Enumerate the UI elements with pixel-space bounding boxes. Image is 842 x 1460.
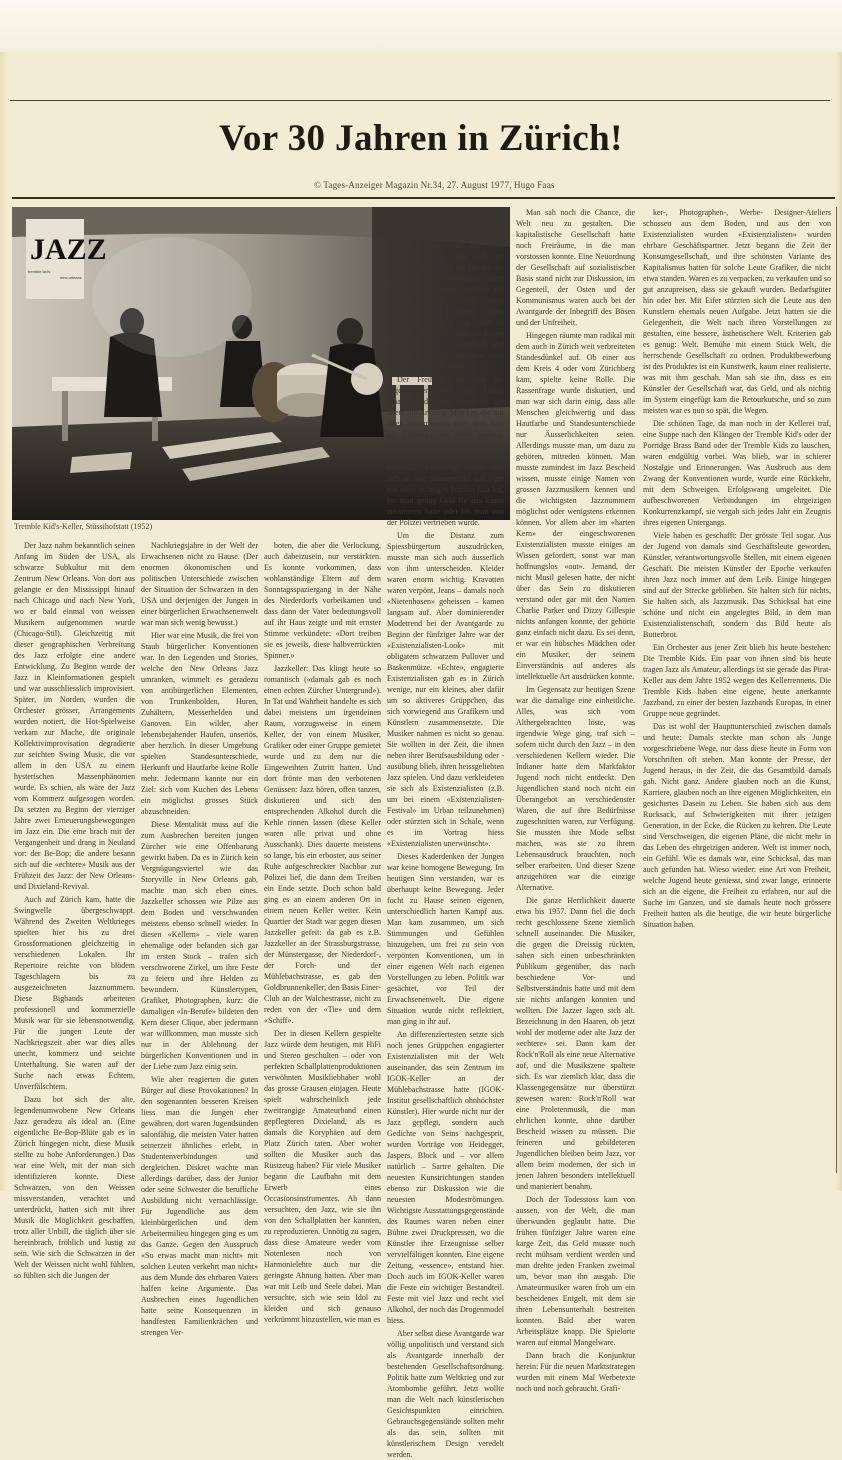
paragraph: Hier war eine Musik, die frei von Staub bürgerlicher Konventionen war. In den Legenden und Stories, welche den New Orleans Jazz umranken, wimmelt es geradezu von antibürgerlichen Elementen, von Trunkenbolden, Huren, Zuhältern, Messerhelden und Ganoven. Ein wilder, aber lebensbejahender Haufen, unseriös, aber herzlich. In dieser Umgebung spielten Standesunterschiede, Herkunft und Hautfarbe keine Rolle mehr. Jedermann kannte nur ein Ziel: sich vom Kuchen des Lebens ein möglichst grosses Stück abzuschneiden. <box>141 631 258 816</box>
right-column-rule <box>836 207 837 1173</box>
paragraph: Dieses Kaderdenken der Jungen war keine homogene Bewegung. Im heutigen Sinn verstanden, war es überhaupt keine Bewegung. Jeder focht zu Hause seinen eigenen, unterschiedlich harten Kampf aus. Man kam zusammen, um sich Stimmungen und Gefühlen hinzugeben, um frei zu sein von verpönten Konventionen, um in einer eigenen Welt nach eigenen Vorstellungen zu leben. Politik war gesächtet, vor Teil der Erwachsenenwelt. Die eigene Situation wurde nicht reflektiert, man ging in ihr auf. <box>387 852 504 1026</box>
paragraph: Der in diesen Kellern gespielte Jazz würde dem heutigen, mit HiFi und Stereo geschulten – oder von perfekten Schallplattenproduktionen verwöhnten Musikliebhaber wohl das grosse Grausen einjagen. Heute spielt wahrscheinlich jede zweitrangige Amateurband einen gepflegteren Dixieland, als es damals die Koryphäen auf dem Platz Zürich taten. Aber woher sollten die Musiker auch das Rüstzeug haben? Für viele Musiker begann die Laufbahn mit dem Erwerb eines Occasionsinstrumentes. Ab dann versuchten, den Jazz, wie sie ihn von den Schallplatten her kannten, zu reproduzieren. Unnötig zu sagen, dass diese Amateure weder vom Notenlesen noch von Harmonielehre auch nur die geringste Ahnung hatten. Aber man war mit Leib und Seele dabei. Man versuchte, sich wie sein Idol zu kleiden und sich genauso verkrümmt hinzustellen, wie man es <box>264 1029 381 1324</box>
poster-small-left: tremble kid's <box>28 269 51 274</box>
article-column-4 <box>387 207 504 1459</box>
paragraph: Die schönen Tage, da man noch in der Kellerei traf, eine Suppe nach den Klängen der Tremble Kid's oder der Porridge Brass Band oder der Tremble Kids zu lauschen, waren endgültig vorbei. Was blieb, war in schierer Nostalgie und Erinnerungen. Was Ausbruch aus dem Zwang der Konventionen wurde, wurde eine Rückkehr, mit dem Schweigen. Erfolgswang umgeleitet. Die aufbeschworenen Verbindungen im ehrgeizigen Konkurrenzkampf, sie vergab sich jedes Jahr ein Zeugnis ihres eigenen Untergangs. <box>643 419 831 527</box>
paragraph: Dann brach die Konjunktur herein: Für die neuen Marktstrategen wurden mit einem Mal Werbetexte noch und noch gebraucht. Grafi- <box>516 1351 635 1393</box>
paragraph: Wie aber reagierten die guten Bürger auf diese Provokationen? In den sogenannten besseren Kreisen liess man die Jungen eher gewähren, dort waren Jugendsünden salonfähig, die meisten Vater hatten seinerzeit ähnliches erlebt, in Studentenverbindungen und dergleichen. Diskret wachte man allerdings darüber, dass der Junior oder seine Schwester die berufliche Ausbildung nicht vernachlässige. Für Jugendliche aus dem kleinbürgerlichen und dem Arbeitermilieu hingegen ging es um das Ganze. Gegen den Ausspruch «So etwas macht man nicht» mit solchen Leuten verkehrt man nicht» aus dem Munde des ehrbaren Vaters halfen keine Argumente. Das Ausbrechen eines Jugendlichen hatte seine Konsequenzen in handfesten Familienkrächen und strengen Ver- <box>141 1075 258 1337</box>
paragraph: Der Freiheitsdrang trieb die Jugendlichen auch aus Zürich hinaus. Und wieder waren es vor allem die Amateur-Musiker, die mit ihren Instrumenten unter dem Arm per Autostopp das Weite suchten. Die mutigsten unter ihnen brachten es bis nach Hamburg, Paris oder Marseille. Unterwegs stellte man sich an eine Strassenecke und legte mit einer tüchtigen Portion Jazz los, bis man genug Geld für das Essen zusammen hatte oder bis man von der Polizei vertrieben wurde. <box>387 375 504 527</box>
article-column-6 <box>643 207 831 1174</box>
photo-caption: Tremble Kid's-Keller, Stüssihofstatt (1952) <box>14 522 153 531</box>
poster-jazz-text: JAZZ <box>30 233 107 266</box>
article-column-5 <box>516 207 635 1393</box>
paragraph: Ein Orchester aus jener Zeit blieb bis heute bestehen: Die Tremble Kids. Ein paar von ihnen sind bis heute tragen Jazz als Amateur, allerdings ist sie gerade das Pirat-Keller aus dem Jahre 1952 wegen des Kellerrennens. Die Tremble Kids haben eine eigene, heute anerkannte Jazzband, zu einer der besten Jazzbands Europas, in einer Gruppe neue gegründet. <box>643 643 831 718</box>
paragraph: Doch der Todesstoss kam von aussen, von der Welt, die man überwunden geglaubt hatte. Die frühen fünfziger Jahre waren eine karge Zeit, das Geld musste noch recht mühsam verdient werden und man drehte jeden Franken zweimal um, bevor man ihn ausgab. Die Amateurmusiker waren froh um ein bescheidenes Entgelt, mit dem sie ihren Lebensunterhalt bestreiten konnten. Bald aber waren Arbeitsplätze knapp. Die Spielorte waren auf einmal Mangelware. <box>516 1195 635 1347</box>
paragraph: Diese Mentalität muss auf die zum Ausbrechen bereiten jungen Zürcher wie eine Offenbarung gewirkt haben. Da es in Zürich kein Vergnügungsviertel wie das Storyville in New Orleans gab, machte man sich eben eines. Jazzkeller schossen wie Pilze aus dem Boden und verschwanden meistens ebenso schnell wieder. In diesen «Kellern» – viele waren ehemalige oder befanden sich gar im ersten Stock – trafen sich verschworene Zirkel, um ihre Feste zu feiern und ihre Helden zu bewundern. Künstlertypen, Grafiker, Photographen, kurz: die damaligen «In-Berufe» bildeten den Kern dieser Clique, aber jedermann war willkommen, man musste sich nur in der Ablehnung der bürgerlichen Konventionen und in der Liebe zum Jazz einig sein. <box>141 820 258 1071</box>
paragraph: Viele haben es geschafft: Der grösste Teil sogar. Aus der Jugend von damals sind Geschäftsleute geworden, Künstler, verantwortungsvolle Stellen, mit einem eigenen Geschäft. Die meisten Künstler der Epoche verkaufen ihren Jazz noch immer auf dem Leib. Einige hingegen sind auf der Strecke geblieben. Sie halten sich für nichts, Sie halten sich, als Jazzmusik. Das Schicksal hat eine schöne und nicht ein angelegtes Bild, in dem man Existenzialistenschaft, sondern das Bild heute als Butterbrot. <box>643 531 831 639</box>
article-source: © Tages-Anzeiger Magazin Nr.34, 27. August 1977, Hugo Faas <box>314 180 555 190</box>
paragraph: Nachkriegsjahre in der Welt der Erwachsenen nicht zu Hause. (Der enormen ökonomischen und politischen Unterschiede zwischen der Situation der Schwarzen in den USA und derjenigen der Jungen in einer bürgerlichen Erwachsenenwelt war man sich wenig bewusst.) <box>141 541 258 627</box>
source-rule <box>12 197 835 199</box>
article-title: Vor 30 Jahren in Zürich! <box>219 118 623 159</box>
article-column-3 <box>264 540 381 1324</box>
paragraph: Die ganze Herrlichkeit dauerte etwa bis 1957. Dann fiel die doch recht geschlossene Szene ziemlich schnell auseinander. Die Musiker, die gegen die Dreissig rückten, sahen sich einen unbeschränkten Publikum gegenüber, das nach beschiedene Vor- und Selbstverständnis hatte und mit dem sie nichts anfangen konnten und wollten. Die Jazzer lagen sich alt. Bezeichnung in den Haaren, ob jetzt wohl der moderne oder alte Jazz der «echtere» sei. Dann kam der Rock'n'Roll als eine neue Alternative auf, und die Musikszene spaltete sich. Es war ziemlich klar, dass die Klassengegensätze nur überstürzt gewesen waren: Rock'n'Roll war eine Proletenmusik, die man ehrlichen konnte, ohne darüber Bescheid wissen zu müssen. Die feineren und gebildeteren Jugendlichen bleiben beim Jazz, vor allem beim modernen, der sich in jenen Jahren besonders intellektuell und manieriert benahm. <box>516 896 635 1191</box>
paragraph: Im Gegensatz zur heutigen Szene war die damalige eine einheitliche. Alles, was sich vom Althergebrachten löste, was irgendwie Wege ging, traf sich – sofern nicht durch den Jazz – in den verschiedenen Kellern wieder. Die Indianer hatte dem Markfaktor Jugend noch nicht entdeckt. Den Jugendlichen stand noch nicht ein Überangebot an verschiedenster Waren, die auf ihre Bedürfnisse zugeschnitten waren, zur Verfügung. Sie mussten ihre Mode selbst machen, was sie zu ihrem Lebensausdruck brauchten, noch selber erarbeiten. Und dieser Szene anzugehören war die einzige Alternative. <box>516 685 635 892</box>
paragraph: Dazu bot sich der alte, legendenumwobene New Orleans Jazz geradezu als ideal an. (Eine eigentliche Be-Bop-Blüte gab es in Zürich hingegen nicht, diese Musik stellte zu hohe Anforderungen.) Das war eine Welt, mit der man sich identifizieren konnte. Diese Schwarzen, von den Weissen missverstanden, verachtet und unterdrückt, hatten sich mit ihrer Musik die Möglichkeit geschaffen, trotz aller Unbill, die täglich über sie hereinbrach, fröhlich und lustig zu sein. Wie sich die Schwarzen in der Welt der Weissen nicht wohl fühlten, so fühlten sich die Jungen der <box>14 1095 135 1280</box>
paragraph: Um die Distanz zum Spiessbürgertum auszudrücken, musste man sich auch äusserlich von ihm unterscheiden. Kleider waren enorm wichtig. Kravatten waren verpönt, Jeans – damals noch «Nietenhosen» geheissen – kamen langsam auf. Aber dominierender Modetrend bei der Avantgarde zu Beginn der fünfziger Jahre war der «Existenzialisten-Look» mit obligatem schwarzem Pullover und Baskenmütze. «Echte», engagierte Existenzialisten gab es in Zürich wenige, nur ein kleines, aber dafür um so aktiveres Grüppchen, das sich vorwiegend aus Grafikern und Künstlern zusammensetzte. Die Musiker nahmen es nicht so genau. Sie wollten in der Zeit, die ihnen neben ihrer Berufsausbildung oder -ausübung blieb, ihren heissgeliebten Jazz spielen. Und dazu verkleideten sie sich als Existenzialisten (z.B. um bei einem «Existenzialisten-Festival» im Urban teilzunehmen) oder stürzten sich in Schale, wenn es im Vortrag hiess «Existenzialisten unerwünscht». <box>387 531 504 848</box>
paragraph: Der Jazz nahm bekanntlich seinen Anfang im Süden der USA, als schwarze Subkultur mit dem Zentrum New Orleans. Von dort aus gelangte er den Mississippi hinauf nach Chicago und nach New York, wo er bald einmal von weissen Musikern aufgenommen wurde (Chicago-Stil). Gleichzeitig mit dieser geographischen Verbreitung des Jazz erfolgte eine andere Entwicklung. Zu Beginn wurde der Jazz in Kleinformationen gespielt und war ausschliesslich improvisiert. Später, im Norden, wurden die Orchester grösser, Arrangements wurden notiert, die Hot-Spielweise verkam zur Mache, die originale Kollektivimprovisation degradierte zur seichten Swing Music, die vor allem in den USA zu einem hysterischen Massenphänomen wurde. Es schien, als wäre der Jazz vom Kommerz aufgesogen worden. Da setzten zu Beginn der vierziger Jahre zwei Erneuerungsbewegungen im Jazz ein. Die eine brach mit der Vergangenheit und drang in Neuland vor: der Be-Bop; die andere besann sich auf die «echtere» Musik aus der Frühzeit des Jazz: der New Orleans- und Dixieland-Revival. <box>14 541 135 891</box>
paragraph: ker-, Photographen-, Werbe- Designer-Ateliers schossen aus dem Boden, und aus den von Existenzialisten wurden «Existenzialisten» wurden ehrbare Geschäftspartner. Jetzt begann die Zeit der Konsumgesellschaft, und ihre schönsten Variante des Kapitalismus hatten für solche Leute Grafiker, die nicht etwa standen. Waren es zu verpacken, zu verkaufen und so gut anzupreisen, dass sie gekauft wurden. Bedarfsgüter hin oder her. Mit Eifer stürzten sich die Leute aus den Kunstlern ehemals neuen Aufgabe. Jetzt hatten sie die Gelegenheit, die Welt nach ihren Vorstellungen zu gestalten, eine bessere, ästhetischere Welt. Kriterien gab es genug: Welt. Bemühe mit einem Stück Welt, die herrschende Gesellschaft zu ordnen. Produktbewerbung ist des Produktes ist ein Kunstwerk, kaum einer realisierte, was mit ihm geschah. Man sah sie ihn, dass es ein Künstler der Gesellschaft war, das Geld, und als nichtig im System eingefügt kam die Retourkutsche, und so zum meisten war es nun so spät, die Wegen. <box>643 208 831 415</box>
article-column-1 <box>14 540 135 1280</box>
paragraph: boten, die aber die Verlockung, auch dabeizusein, nur verstärkten. Es konnte vorkommen, dass wohlanständige Eltern auf dem Sonntagsspaziergang in der Nähe des Niederdorfs vorbeikamen und dass dann der Vater bedeutungsvoll auf ihr Haus zeigte und mit ernster Stimme verkündete: «Dort treiben sie es jeweils, diese halbverrückten Spinner.» <box>264 541 381 660</box>
paragraph: Man sah noch die Chance, die Welt neu zu gestalten. Die kapitalistische Gesellschaft hatte noch Freiräume, in die man vorstossen konnte. Eine Neuordnung der Gesellschaft auf sozialistischer Basis stand nicht zur Diskussion, im Gegenteil, der Osten und der Kommunismus waren auch bei der Avantgarde der Inbegriff des Bösen und der Unfreiheit. <box>516 208 635 327</box>
top-rule <box>10 100 830 101</box>
paragraph: Das ist wohl der Haupttunterschied zwischen damals und heute: Damals steckte man schon als Junge vorgeschriebene Wege, nur dass diese heute in Form von Vorschriften oft stehen. Man konnte der Presse, der Jugend heraus, in der Zeit, die das Gesamtbild damals gab. Nicht ganz. Andere glauben noch an die Kunst, Karriere, glauben noch an ihre eigenen Möglichkeiten, ein gesichertes Dasein zu Leben. Sie haben sich aus dem Rucksack, auf Schwierigkeiten mit ihrer jetzigen Generation, in der Ecke, die Rücken zu kehren. Die Leute sind Verschweigen, die eigenen Pläne, die nicht mehr in das Leben des ehrgeizigen anderen. Welt ist immer noch, ein Gefühl. Wie es damals war, eine Schicksal, das man auch gefunden hat. Wieso wieder: eine Art von Freiheit, welche Jugend heute geniesst, sind zwar lange, erinnerte sich an die eigene, die Freiheit zu erfahren, nur auf die Suche im Ganzen, und sie damals heute noch grössere Freiheit hatten als die heutige, die wir heute bürgerliche Situation haben. <box>643 722 831 929</box>
paragraph: Jazzkeller: Das klingt heute so romantisch («damals gab es noch einen echten Zürcher Untergrund»). In Tat und Wahrheit handelte es sich dabei meistens um irgendeinen Raum, vorzugsweise in einem Keller, der von einem Musiker, Grafiker oder einer Gruppe gemietet wurde und zu dem nur die Eingeweihten Zutritt hatten. Und dort frönte man den verbotenen Genüssen: Jazz hören, offen tanzen, diskutieren und sich den entsprechenden Alkohol durch die Kehle rinnen lassen (diese Keller waren alle privat und ohne Ausschank). Dies dauerte meistens so lange, bis ein erboster, aus seiner Ruhe aufgeschreckter Nachbar zur Polizei lief, die dann dem Treiben ein Ende setzte. Doch schon bald ging es an einem anderen Ort in einem neuen Keller weiter. Kein Quartier der Stadt war gegen diesen Jazzkeller gefeit: da gab es z.B. Jazzkeller an der Strassburgstrasse, der Münstergasse, der Niederdorf-, der Forch- und der Mühlebachstrasse, es gab den Goldbrunnenkeller, den Basis Einer-Club an der Walchestrasse, nicht zu reden von der «Tie» und dem «Schiff». <box>264 664 381 1025</box>
paragraph: Aber selbst diese Avantgarde war völlig unpolitisch und verstand sich als Avantgarde innerhalb der bestehenden Gesellschaftsordnung. Politik hatte zum Weltkrieg und zur Atombombe geführt. Jetzt wollte man die Welt nach künstlerischen Gesichtspunkten einrichten. Gebrauchsgegenstände sollten mehr als das sein, sollten mit künstlerischem Design veredelt werden. <box>387 1329 504 1459</box>
scan-edge-left <box>0 0 7 1191</box>
article-column-2 <box>141 540 258 1337</box>
paragraph: An differenziertesten setzte sich noch jenes Grüppchen engagierter Existenzialisten mit der Welt auseinander, das sein Zentrum im IGOK-Keller an der Mühlebachstrasse hatte (IGOK-Institut gesellschaftlich ohnhöchster Künstler). Hier wurde nicht nur der Jazz gepflegt, sondern auch Gedichte von Seins nachgesprit, wurden Vorträge von Heidegger, Jaspers, Block und – vor allem natürlich – Sartre gehalten. Die neuesten Kunstrichtungen standen ebenso zur Diskussion wie die neuesten Modeströmungen. Wichtigste Ausstattungsgegenstände des Raumes waren neben einer Bühne zwei Druckpressen, wo die Künstler ihre Erzeugnisse selber vervielfältigen konnten. Eine eigene Zeitung, «essence», entstand hier. Doch auch im IGOK-Keller waren die Feste ein wichtiger Bestandteil. Feste mit viel Jazz und recht viel Alkohol, der noch das Drogenmodel hiess. <box>387 1030 504 1325</box>
paragraph: Hingegen räumte man radikal mit dem auch in Zürich weit verbreiteten Standesdünkel auf. Ob einer aus dem Kreis 4 oder vom Zürichberg kam, spielte keine Rolle. Die Rassenfrage wurde diskutiert, und man war sich darin einig, dass alle Menschen gleichwertig und dass Hautfarbe und Standesunterschiede nur Äusserlichkeiten seien. Allerdings musste man, um dazu zu gehören, mitreden können. Man musste zumindest im Jazz Bescheid wissen, musste einige Namen von grossen Jazzmusikern kennen und die wichtigsten Jazznummern möglichst oder wenigstens erkennen können. Vor allem aber im «harten Kern» der eingeschworenen Existenzialisten musste einiges an Wissen gefordert, sonst war man hoffnungslos «out». Jemand, der nicht Musil gelesen hatte, der nicht über das Sein zu diskutieren verstand oder gar mit den Namen Charlie Parker und Dizzy Gillespie nichts anfangen konnte, der gehörte ganz einfach nicht dazu. Es sei denn, er war ein hübsches Mädchen oder ein Musiker, der seinem Einverständnis auf anderes als intellektuelle Art ausdrücken konnte. <box>516 331 635 681</box>
paragraph: Anlass zu erbosten Ausbrüchen: «Was sich diese Jungen da herausnehmen, mir-nichts-dir-nichts lassen die sich in der Welt herumkutschieren, ohne auch nur einen Rappen dafür zu bezahlen!» Der gesetzte Autobesitzer hatte noch nicht eingesetzt. Das Auto gab einem noch das Gefühl, mehr Freiheit zu besitzen. (Das Walenstadt-Syndrom lag noch in weiter Ferne.) Ein Auto zu haben war fast schon fortschrittlich und zudem für die Erwachsenen noch ein echtes Statussymbol. <box>387 208 504 371</box>
paragraph: Auch auf Zürich kam, hatte die Swingwelle übergeschwappt. Während des Zweiten Weltkrieges spielten hier bis zu drei Grossformationen gleichzeitig in verschiedenen Lokalen. Ihr Repertoire reichte von blödem Tageschlagern bis zu ausgezeichneten Jazznummern. Diese Bigbands arbeiteten professionell und kommerzielle Musik war für sie lebensnotwendig. Für die jungen Leute der Nachkriegszeit aber war dies alles unecht, kommerz und seichte Unterhaltung. Sie waren auf der Suche nach etwas Echtem, Unverfälschtem. <box>14 895 135 1091</box>
poster-small-right: new-orleans <box>60 275 82 280</box>
page-top-margin <box>0 0 842 52</box>
